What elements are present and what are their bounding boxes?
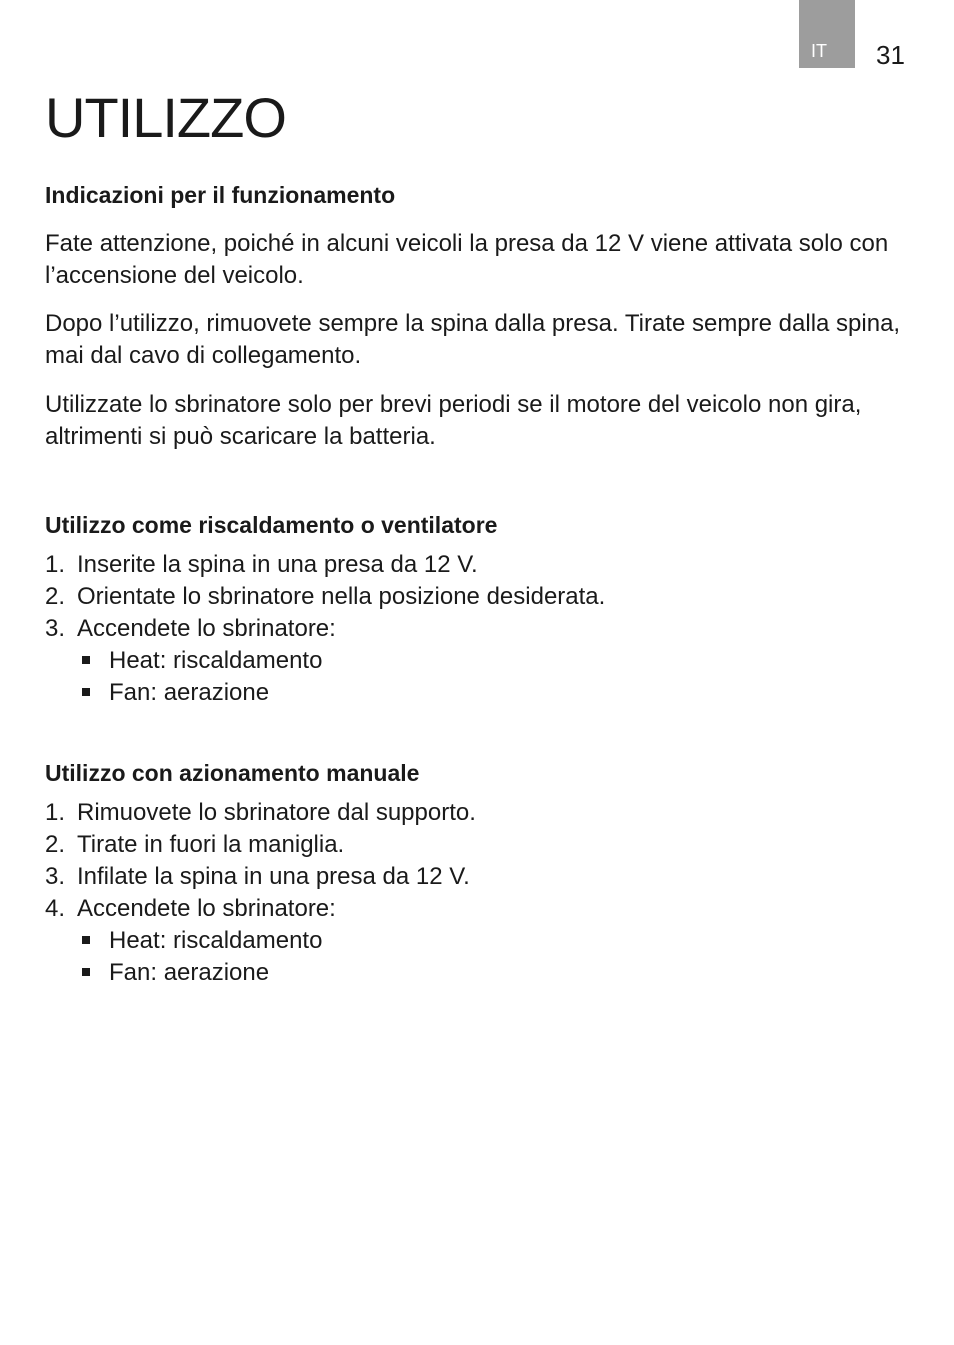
list-item [45,581,605,613]
page-number: 31 [876,40,905,70]
paragraph-spina: Dopo l’utilizzo, rimuovete sempre la spina dalla presa. Tirate sempre dalla spina, mai dal cavo di collegamento. [45,310,901,369]
list-item [45,829,476,861]
steps-list-riscaldamento [45,549,605,709]
bullet-square-icon [82,656,90,664]
language-tab [799,0,855,68]
bullet-item [77,645,605,677]
list-item [45,613,605,709]
step-text: Infilate la spina in una presa da 12 V. [77,863,470,890]
bullet-text: Fan: aerazione [109,959,270,986]
bullet-text: Heat: riscaldamento [109,927,323,954]
step-text: Rimuovete lo sbrinatore dal supporto. [77,799,476,826]
bullet-square-icon [82,968,90,976]
bullet-list [77,645,605,709]
list-item [45,797,476,829]
step-number: 3. [45,615,66,642]
section-heading-manuale: Utilizzo con azionamento manuale [45,760,420,786]
step-text: Orientate lo sbrinatore nella posizione desiderata. [77,583,606,610]
list-item [45,549,605,581]
paragraph-presa: Fate attenzione, poiché in alcuni veicoli la presa da 12 V viene attivata solo con l’accensione del veicolo. [45,230,889,289]
step-number: 3. [45,863,66,890]
step-number: 2. [45,583,66,610]
step-number: 1. [45,551,66,578]
bullet-item [77,677,605,709]
bullet-square-icon [82,936,90,944]
steps-list-manuale [45,797,476,989]
step-text: Accendete lo sbrinatore: [77,895,336,922]
step-text: Tirate in fuori la maniglia. [77,831,345,858]
bullet-text: Fan: aerazione [109,679,270,706]
bullet-text: Heat: riscaldamento [109,647,323,674]
section-heading-riscaldamento: Utilizzo come riscaldamento o ventilatore [45,512,498,538]
bullet-square-icon [82,688,90,696]
step-number: 4. [45,895,66,922]
step-number: 2. [45,831,66,858]
section-heading-indicazioni: Indicazioni per il funzionamento [45,182,396,208]
paragraph-batteria: Utilizzate lo sbrinatore solo per brevi periodi se il motore del veicolo non gira, altrimenti si può scaricare la batteria. [45,391,862,450]
list-item [45,893,476,989]
step-text: Accendete lo sbrinatore: [77,615,336,642]
bullet-item [77,925,476,957]
page-title: UTILIZZO [45,86,286,149]
list-item [45,861,476,893]
bullet-list [77,925,476,989]
language-label: IT [811,41,827,61]
bullet-item [77,957,476,989]
step-text: Inserite la spina in una presa da 12 V. [77,551,478,578]
step-number: 1. [45,799,66,826]
